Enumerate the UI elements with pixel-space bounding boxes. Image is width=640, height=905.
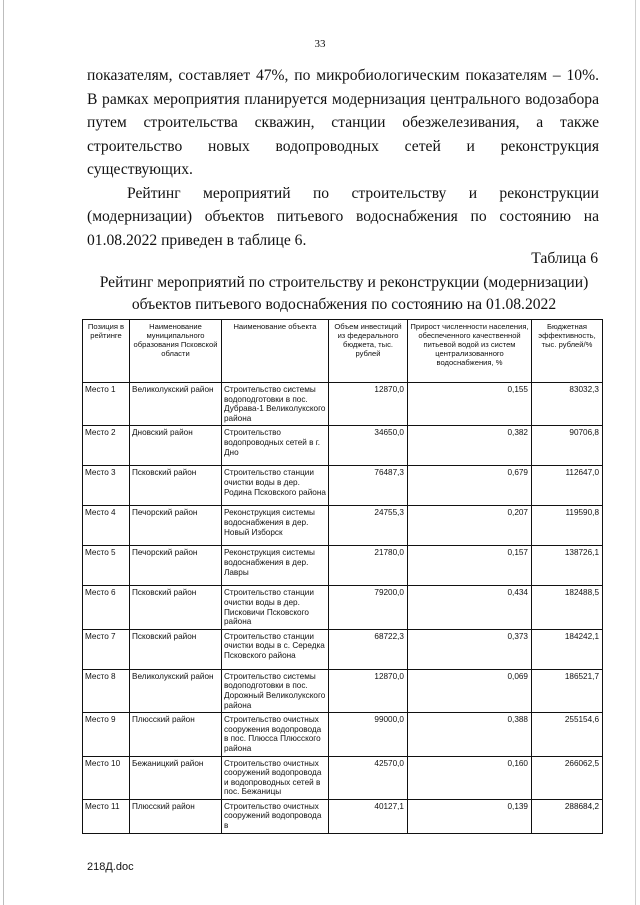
cell-investment: 99000,0 <box>329 713 408 756</box>
table-row <box>83 756 603 799</box>
cell-municipality: Печорский район <box>130 546 222 586</box>
cell-investment: 21780,0 <box>329 546 408 586</box>
cell-position: Место 7 <box>83 629 130 669</box>
cell-position: Место 6 <box>83 586 130 629</box>
header-efficiency: Бюджетная эффективность, тыс. рублей/% <box>532 320 603 383</box>
header-population-growth: Прирост численности населения, обеспеченного качественной питьевой водой из систем централизованного водоснабжения, % <box>408 320 532 383</box>
cell-population-growth: 0,160 <box>408 756 532 799</box>
cell-efficiency: 255154,6 <box>532 713 603 756</box>
cell-position: Место 9 <box>83 713 130 756</box>
cell-population-growth: 0,155 <box>408 383 532 426</box>
cell-position: Место 5 <box>83 546 130 586</box>
table-row <box>83 426 603 466</box>
cell-object: Реконструкция системы водоснабжения в дер. Лавры <box>222 546 329 586</box>
table-row <box>83 466 603 506</box>
paragraph-1: показателям, составляет 47%, по микробиологическим показателям – 10%. В рамках мероприятия планируется модернизация центрального водозабора путем строительства скважин, станции обезжелезивания, а также строительство новых водопроводных сетей и реконструкция существующих. <box>87 67 599 178</box>
cell-object: Строительство станции очистки воды в с. Середка Псковского района <box>222 629 329 669</box>
cell-population-growth: 0,139 <box>408 799 532 833</box>
cell-object: Строительство очистных сооружений водопровода в <box>222 799 329 833</box>
cell-municipality: Плюсский район <box>130 713 222 756</box>
cell-investment: 76487,3 <box>329 466 408 506</box>
cell-efficiency: 119590,8 <box>532 506 603 546</box>
cell-municipality: Псковский район <box>130 586 222 629</box>
header-municipality: Наименование муниципального образования Псковской области <box>130 320 222 383</box>
cell-object: Строительство системы водоподготовки в пос. Дубрава-1 Великолукского района <box>222 383 329 426</box>
rating-table <box>82 319 603 834</box>
cell-efficiency: 90706,8 <box>532 426 603 466</box>
cell-object: Строительство станции очистки воды в дер. Писковичи Псковского района <box>222 586 329 629</box>
cell-efficiency: 266062,5 <box>532 756 603 799</box>
cell-position: Место 4 <box>83 506 130 546</box>
cell-object: Реконструкция системы водоснабжения в дер. Новый Изборск <box>222 506 329 546</box>
cell-population-growth: 0,388 <box>408 713 532 756</box>
cell-municipality: Великолукский район <box>130 669 222 712</box>
cell-population-growth: 0,207 <box>408 506 532 546</box>
cell-object: Строительство водопроводных сетей в г. Дно <box>222 426 329 466</box>
table-row <box>83 713 603 756</box>
table-row <box>83 506 603 546</box>
table-header-row <box>83 320 603 383</box>
table-row <box>83 629 603 669</box>
cell-population-growth: 0,679 <box>408 466 532 506</box>
cell-investment: 68722,3 <box>329 629 408 669</box>
cell-population-growth: 0,373 <box>408 629 532 669</box>
cell-position: Место 2 <box>83 426 130 466</box>
cell-investment: 79200,0 <box>329 586 408 629</box>
cell-object: Строительство системы водоподготовки в пос. Дорожный Великолукского района <box>222 669 329 712</box>
cell-investment: 40127,1 <box>329 799 408 833</box>
table-body <box>83 383 603 834</box>
cell-municipality: Плюсский район <box>130 799 222 833</box>
cell-object: Строительство очистных сооружения водопровода в пос. Плюсса Плюсского района <box>222 713 329 756</box>
cell-object: Строительство станции очистки воды в дер. Родина Псковского района <box>222 466 329 506</box>
cell-municipality: Псковский район <box>130 629 222 669</box>
page-edge-right <box>635 0 636 905</box>
cell-position: Место 10 <box>83 756 130 799</box>
cell-municipality: Псковский район <box>130 466 222 506</box>
table-row <box>83 546 603 586</box>
cell-position: Место 8 <box>83 669 130 712</box>
table-row <box>83 799 603 833</box>
cell-investment: 12870,0 <box>329 383 408 426</box>
cell-population-growth: 0,157 <box>408 546 532 586</box>
cell-population-growth: 0,434 <box>408 586 532 629</box>
cell-position: Место 3 <box>83 466 130 506</box>
cell-municipality: Печорский район <box>130 506 222 546</box>
cell-efficiency: 138726,1 <box>532 546 603 586</box>
footer-filename: 218Д.doc <box>87 861 134 873</box>
cell-municipality: Великолукский район <box>130 383 222 426</box>
header-investment: Объем инвестиций из федерального бюджета, тыс. рублей <box>329 320 408 383</box>
cell-efficiency: 182488,5 <box>532 586 603 629</box>
table-row <box>83 669 603 712</box>
cell-efficiency: 112647,0 <box>532 466 603 506</box>
table-label: Таблица 6 <box>531 250 598 267</box>
table-row <box>83 383 603 426</box>
cell-municipality: Бежаницкий район <box>130 756 222 799</box>
header-object: Наименование объекта <box>222 320 329 383</box>
page-number: 33 <box>314 38 326 50</box>
cell-population-growth: 0,069 <box>408 669 532 712</box>
cell-investment: 24755,3 <box>329 506 408 546</box>
body-text <box>87 64 599 252</box>
cell-efficiency: 184242,1 <box>532 629 603 669</box>
table-row <box>83 586 603 629</box>
paragraph-2: Рейтинг мероприятий по строительству и реконструкции (модернизации) объектов питьевого водоснабжения по состоянию на 01.08.2022 приведен в таблице 6. <box>87 184 599 249</box>
cell-efficiency: 288684,2 <box>532 799 603 833</box>
cell-position: Место 1 <box>83 383 130 426</box>
cell-municipality: Дновский район <box>130 426 222 466</box>
cell-investment: 34650,0 <box>329 426 408 466</box>
cell-investment: 42570,0 <box>329 756 408 799</box>
page-edge-left <box>3 0 4 905</box>
cell-efficiency: 83032,3 <box>532 383 603 426</box>
cell-population-growth: 0,382 <box>408 426 532 466</box>
cell-object: Строительство очистных сооружений водопровода и водопроводных сетей в пос. Бежаницы <box>222 756 329 799</box>
table-title: Рейтинг мероприятий по строительству и реконструкции (модернизации) объектов питьевого водоснабжения по состоянию на 01.08.2022 <box>99 274 589 313</box>
cell-position: Место 11 <box>83 799 130 833</box>
cell-efficiency: 186521,7 <box>532 669 603 712</box>
header-position: Позиция в рейтинге <box>83 320 130 383</box>
cell-investment: 12870,0 <box>329 669 408 712</box>
